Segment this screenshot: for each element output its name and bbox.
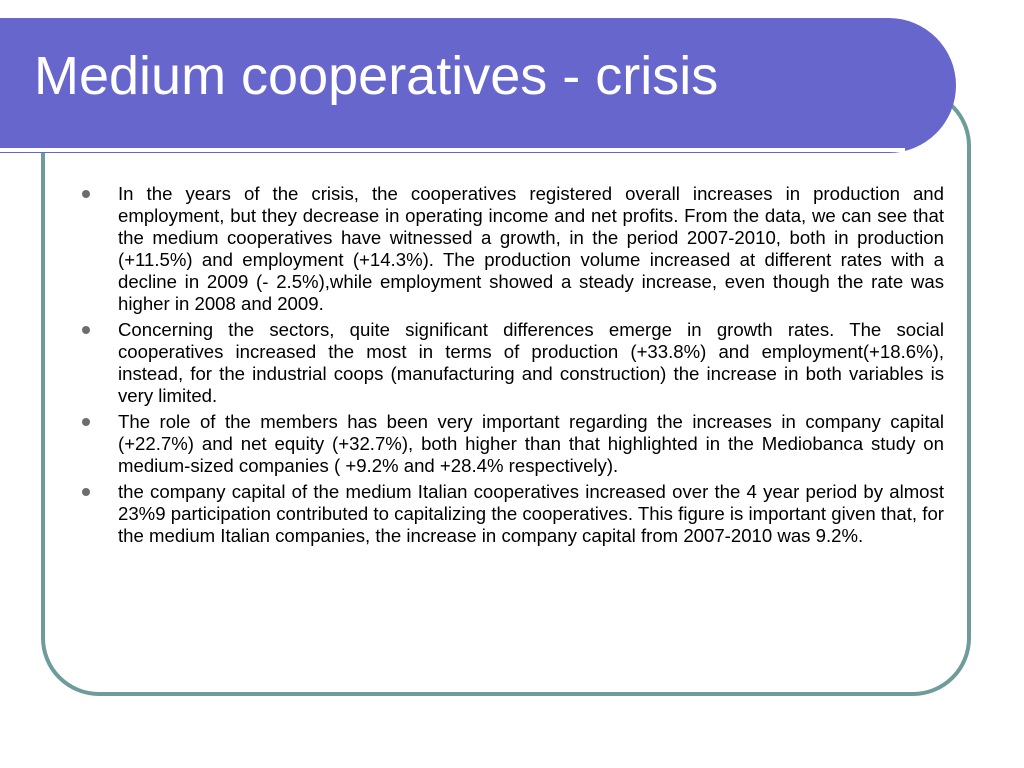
bullet-text: The role of the members has been very important regarding the increases in company capital (+22.7%) and net equity (+32.7%), both higher than that highlighted in the Mediobanca study on medium-sized companies ( +9.2% and +28.4% respectively).	[118, 411, 944, 476]
bullet-dot-icon	[82, 326, 90, 334]
bullet-text: Concerning the sectors, quite significant differences emerge in growth rates. The social cooperatives increased the most in terms of production (+33.8%) and employment(+18.6%), instead, for the industrial coops (manufacturing and construction) the increase in both variables is very limited.	[118, 319, 944, 406]
bullet-dot-icon	[82, 488, 90, 496]
bullet-text: the company capital of the medium Italian cooperatives increased over the 4 year period by almost 23%9 participation contributed to capitalizing the cooperatives. This figure is important given that, for the medium Italian companies, the increase in company capital from 2007-2010 was 9.2%.	[118, 481, 944, 546]
bullet-item	[82, 183, 944, 315]
bullet-list	[82, 183, 944, 551]
bullet-dot-icon	[82, 418, 90, 426]
bullet-item	[82, 411, 944, 477]
slide-title: Medium cooperatives - crisis	[34, 46, 719, 106]
bullet-text: In the years of the crisis, the cooperatives registered overall increases in production and employment, but they decrease in operating income and net profits. From the data, we can see that the medium cooperatives have witnessed a growth, in the period 2007-2010, both in production (+11.5%) and employment (+14.3%). The production volume increased at different rates with a decline in 2009 (- 2.5%),while employment showed a steady increase, even though the rate was higher in 2008 and 2009.	[118, 183, 944, 314]
bullet-item	[82, 481, 944, 547]
bullet-dot-icon	[82, 190, 90, 198]
bullet-item	[82, 319, 944, 407]
title-underline	[0, 148, 905, 152]
